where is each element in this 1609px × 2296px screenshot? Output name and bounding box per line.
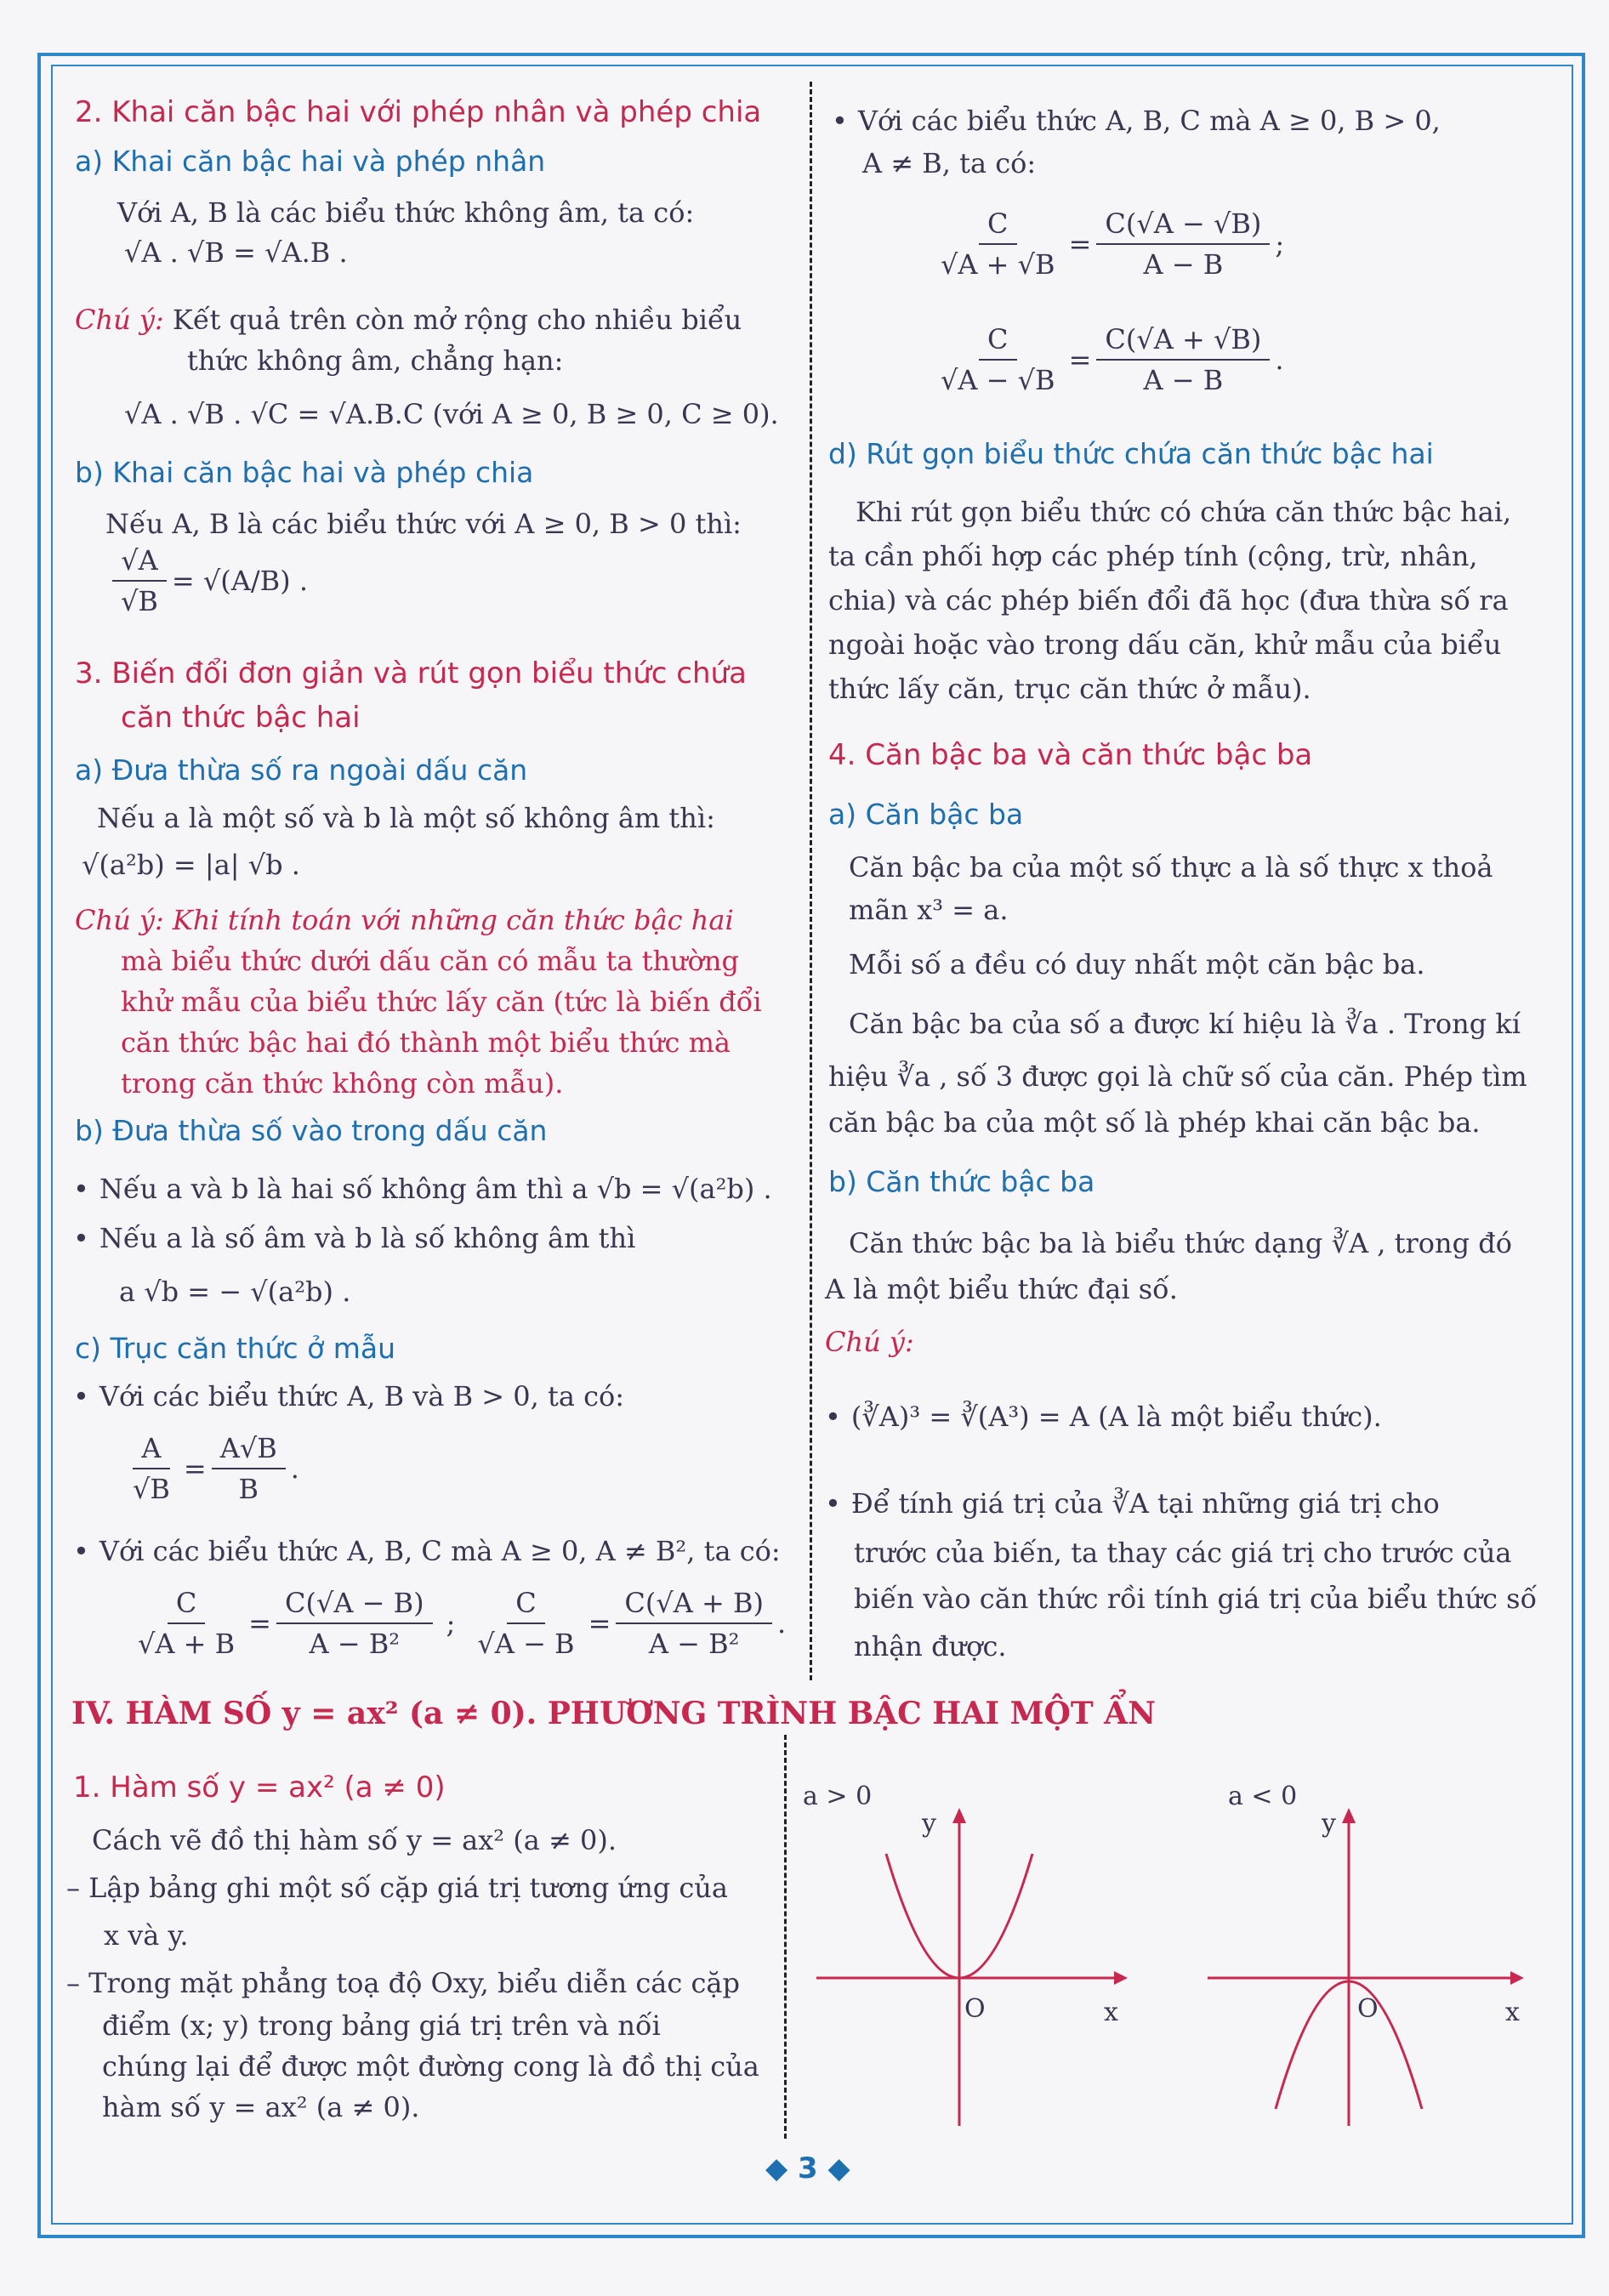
section-3a-title: a) Đưa thừa số ra ngoài dấu căn <box>75 753 528 787</box>
y-axis-arrow-icon <box>952 1808 966 1823</box>
x-axis-label: x <box>1505 1998 1520 2027</box>
section-2b-formula <box>107 544 308 617</box>
section-4b-bullet-1: • (∛A)³ = ∛(A³) = A (A là một biểu thức). <box>825 1395 1382 1439</box>
section-iv-dash-2a: – Trong mặt phẳng toạ độ Oxy, biểu diễn các cặp <box>66 1967 740 1999</box>
frac-den: √A − B <box>477 1628 575 1660</box>
section-4b-bullet-2-line-3: biến vào căn thức rồi tính giá trị của biểu thức số <box>854 1583 1538 1615</box>
graph-parabola-up <box>791 1769 1148 2126</box>
graph-parabola-down <box>1208 1769 1565 2126</box>
graph-label: a < 0 <box>1228 1782 1298 1811</box>
section-3c-formula-1: $\frac{A}{√B}$ = $\frac{A√B}{B}$ . <box>119 1432 299 1505</box>
section-2a-formula: √A . √B = √A.B . <box>124 236 348 269</box>
frac-num: C(√A − √B) <box>1096 207 1270 245</box>
section-4a-line-1: Căn bậc ba của một số thực a là số thực x thoả <box>849 851 1493 884</box>
frac-den: √A + B <box>138 1628 236 1660</box>
section-2-title: 2. Khai căn bậc hai với phép nhân và phép chia <box>75 95 762 129</box>
section-3a-note-line3: khử mẫu của biểu thức lấy căn (tức là biến đổi <box>121 986 762 1018</box>
section-iv-dash-1b: x và y. <box>104 1919 189 1952</box>
section-3c-bullet-1: • Với các biểu thức A, B và B > 0, ta có: <box>73 1374 624 1418</box>
frac-den: √A + √B <box>941 248 1055 281</box>
section-3b-formula: a √b = − √(a²b) . <box>119 1276 351 1308</box>
frac-num: C(√A + √B) <box>1096 323 1270 361</box>
note-text: Khi tính toán với những căn thức bậc hai <box>172 904 734 936</box>
page-number: ◆ 3 ◆ <box>765 2151 850 2185</box>
section-4b-bullet-2-line-4: nhận được. <box>854 1630 1007 1662</box>
column-divider <box>810 82 812 1680</box>
section-3a-formula: √(a²b) = |a| √b . <box>82 849 300 881</box>
frac-den: A − B <box>1143 364 1224 396</box>
section-3a-note-line5: trong căn thức không còn mẫu). <box>121 1067 564 1100</box>
section-4a-line-1b: mãn x³ = a. <box>849 894 1009 926</box>
section-3-title-2: căn thức bậc hai <box>121 701 361 735</box>
y-axis-label: y <box>1322 1809 1336 1839</box>
frac-num: C <box>979 323 1016 361</box>
section-4a-line-3: Căn bậc ba của số a được kí hiệu là ∛a . Trong kí <box>849 1008 1521 1040</box>
section-2b-text: Nếu A, B là các biểu thức với A ≥ 0, B > 0 thì: <box>105 508 742 540</box>
frac-den: A − B² <box>648 1628 740 1660</box>
section-2a-note <box>75 298 742 342</box>
section-4b-bullet-2: • Để tính giá trị của ∛A tại những giá trị cho <box>825 1481 1440 1526</box>
section-3d-line-2: ta cần phối hợp các phép tính (cộng, trừ, nhân, <box>828 540 1478 572</box>
section-2a-formula2: √A . √B . √C = √A.B.C (với A ≥ 0, B ≥ 0, C ≥ 0). <box>124 398 779 430</box>
section-3a-text: Nếu a là một số và b là một số không âm thì: <box>97 802 715 834</box>
section-4a-line-4: hiệu ∛a , số 3 được gọi là chữ số của căn. Phép tìm <box>828 1060 1527 1093</box>
section-3d-line-5: thức lấy căn, trục căn thức ở mẫu). <box>828 673 1311 705</box>
section-3d-line-3: chia) và các phép biến đổi đã học (đưa thừa số ra <box>828 584 1509 617</box>
section-4b-note-label: Chú ý: <box>825 1326 914 1358</box>
frac-num: A√B <box>212 1432 286 1469</box>
section-4b-title: b) Căn thức bậc ba <box>828 1165 1095 1198</box>
x-axis-arrow-icon <box>1114 1971 1128 1985</box>
section-3a-note <box>75 898 734 942</box>
section-3b-bullet-2: • Nếu a là số âm và b là số không âm thì <box>73 1216 635 1260</box>
section-iv-title: IV. HÀM SỐ y = ax² (a ≠ 0). PHƯƠNG TRÌNH BẬC HAI MỘT ẨN <box>71 1696 1156 1731</box>
frac-num: C <box>168 1587 205 1624</box>
section-4a-line-2: Mỗi số a đều có duy nhất một căn bậc ba. <box>849 948 1425 980</box>
frac-den: √A − √B <box>941 364 1055 396</box>
section-3b-title: b) Đưa thừa số vào trong dấu căn <box>75 1114 548 1147</box>
section-3a-note-line2: mà biểu thức dưới dấu căn có mẫu ta thường <box>121 945 740 977</box>
section-4b-line-2: A là một biểu thức đại số. <box>825 1273 1178 1305</box>
frac-den: A − B² <box>309 1628 401 1660</box>
frac-num: C <box>979 207 1016 245</box>
section-2a-title: a) Khai căn bậc hai và phép nhân <box>75 145 546 178</box>
frac-num: √A <box>112 544 167 582</box>
section-3d-line-4: ngoài hoặc vào trong dấu căn, khử mẫu của biểu <box>828 628 1502 661</box>
frac-rhs: = √(A/B) . <box>171 565 308 597</box>
origin-label: O <box>1357 1994 1379 2024</box>
graph-label: a > 0 <box>803 1782 873 1811</box>
section-iv-dash-2d: hàm số y = ax² (a ≠ 0). <box>102 2091 420 2123</box>
x-axis-label: x <box>1104 1998 1118 2027</box>
note-label: Chú ý: <box>75 904 164 936</box>
x-axis-arrow-icon <box>1510 1971 1524 1985</box>
frac-num: C(√A − B) <box>276 1587 433 1624</box>
section-3d-line-1: Khi rút gọn biểu thức có chứa căn thức bậc hai, <box>856 496 1512 528</box>
y-axis-label: y <box>922 1809 936 1839</box>
section-4a-line-5: căn bậc ba của một số là phép khai căn bậc ba. <box>828 1106 1481 1139</box>
section-3c-bullet-2: • Với các biểu thức A, B, C mà A ≥ 0, A ≠ B², ta có: <box>73 1529 781 1573</box>
note-label: Chú ý: <box>75 304 164 336</box>
section-iv-p1: Cách vẽ đồ thị hàm số y = ax² (a ≠ 0). <box>92 1824 617 1856</box>
section-3-title: 3. Biến đổi đơn giản và rút gọn biểu thức chứa <box>75 656 747 691</box>
section-4b-bullet-2-line-2: trước của biến, ta thay các giá trị cho trước của <box>854 1537 1512 1569</box>
section-iv-dash-2c: chúng lại để được một đường cong là đồ thị của <box>102 2050 759 2083</box>
right-formula-2: $\frac{C}{√A - √B}$ = $\frac{C(√A + √B)}{A - B}$ . <box>927 323 1284 396</box>
frac-den: A − B <box>1143 248 1224 281</box>
section-2a-note2: thức không âm, chẳng hạn: <box>187 344 564 377</box>
section-2b-title: b) Khai căn bậc hai và phép chia <box>75 456 534 489</box>
right-bullet-intro-2: A ≠ B, ta có: <box>862 147 1037 179</box>
frac-num: C(√A + B) <box>616 1587 772 1624</box>
y-axis-arrow-icon <box>1342 1808 1356 1823</box>
section-3d-title: d) Rút gọn biểu thức chứa căn thức bậc hai <box>828 437 1434 470</box>
right-formula-1: $\frac{C}{√A + √B}$ = $\frac{C(√A - √B)}{A - B}$ ; <box>927 207 1284 281</box>
right-bullet-intro: • Với các biểu thức A, B, C mà A ≥ 0, B > 0, <box>832 99 1441 143</box>
section-iv-dash-1a: – Lập bảng ghi một số cặp giá trị tương ứng của <box>66 1872 728 1904</box>
section-4a-title: a) Căn bậc ba <box>828 798 1024 831</box>
note-text: Kết quả trên còn mở rộng cho nhiều biểu <box>172 304 742 336</box>
frac-num: A <box>133 1432 169 1469</box>
origin-label: O <box>964 1994 986 2024</box>
frac-den: √B <box>121 585 158 617</box>
section-3c-title: c) Trục căn thức ở mẫu <box>75 1332 396 1365</box>
frac-den: √B <box>133 1473 170 1505</box>
section-iv-dash-2b: điểm (x; y) trong bảng giá trị trên và nối <box>102 2009 661 2042</box>
section-iv-1-title: 1. Hàm số y = ax² (a ≠ 0) <box>73 1770 446 1804</box>
section-3c-formula-2: $\frac{C}{√A + B}$ = $\frac{C(√A - B)}{\text{A − B²}}$ ; $\frac{C}{√A - B}$ = $\frac{C(√A + B)}{\text{A − B²}}$ . <box>124 1587 786 1660</box>
section-3b-bullet-1: • Nếu a và b là hai số không âm thì a √b = √(a²b) . <box>73 1167 772 1211</box>
section-3a-note-line4: căn thức bậc hai đó thành một biểu thức mà <box>121 1026 731 1059</box>
section-iv-divider <box>784 1735 787 2139</box>
section-4-title: 4. Căn bậc ba và căn thức bậc ba <box>828 738 1313 772</box>
section-2a-text: Với A, B là các biểu thức không âm, ta có: <box>117 196 695 229</box>
section-4b-line-1: Căn thức bậc ba là biểu thức dạng ∛A , trong đó <box>849 1227 1513 1259</box>
frac-num: C <box>507 1587 544 1624</box>
frac-den: B <box>238 1473 259 1505</box>
